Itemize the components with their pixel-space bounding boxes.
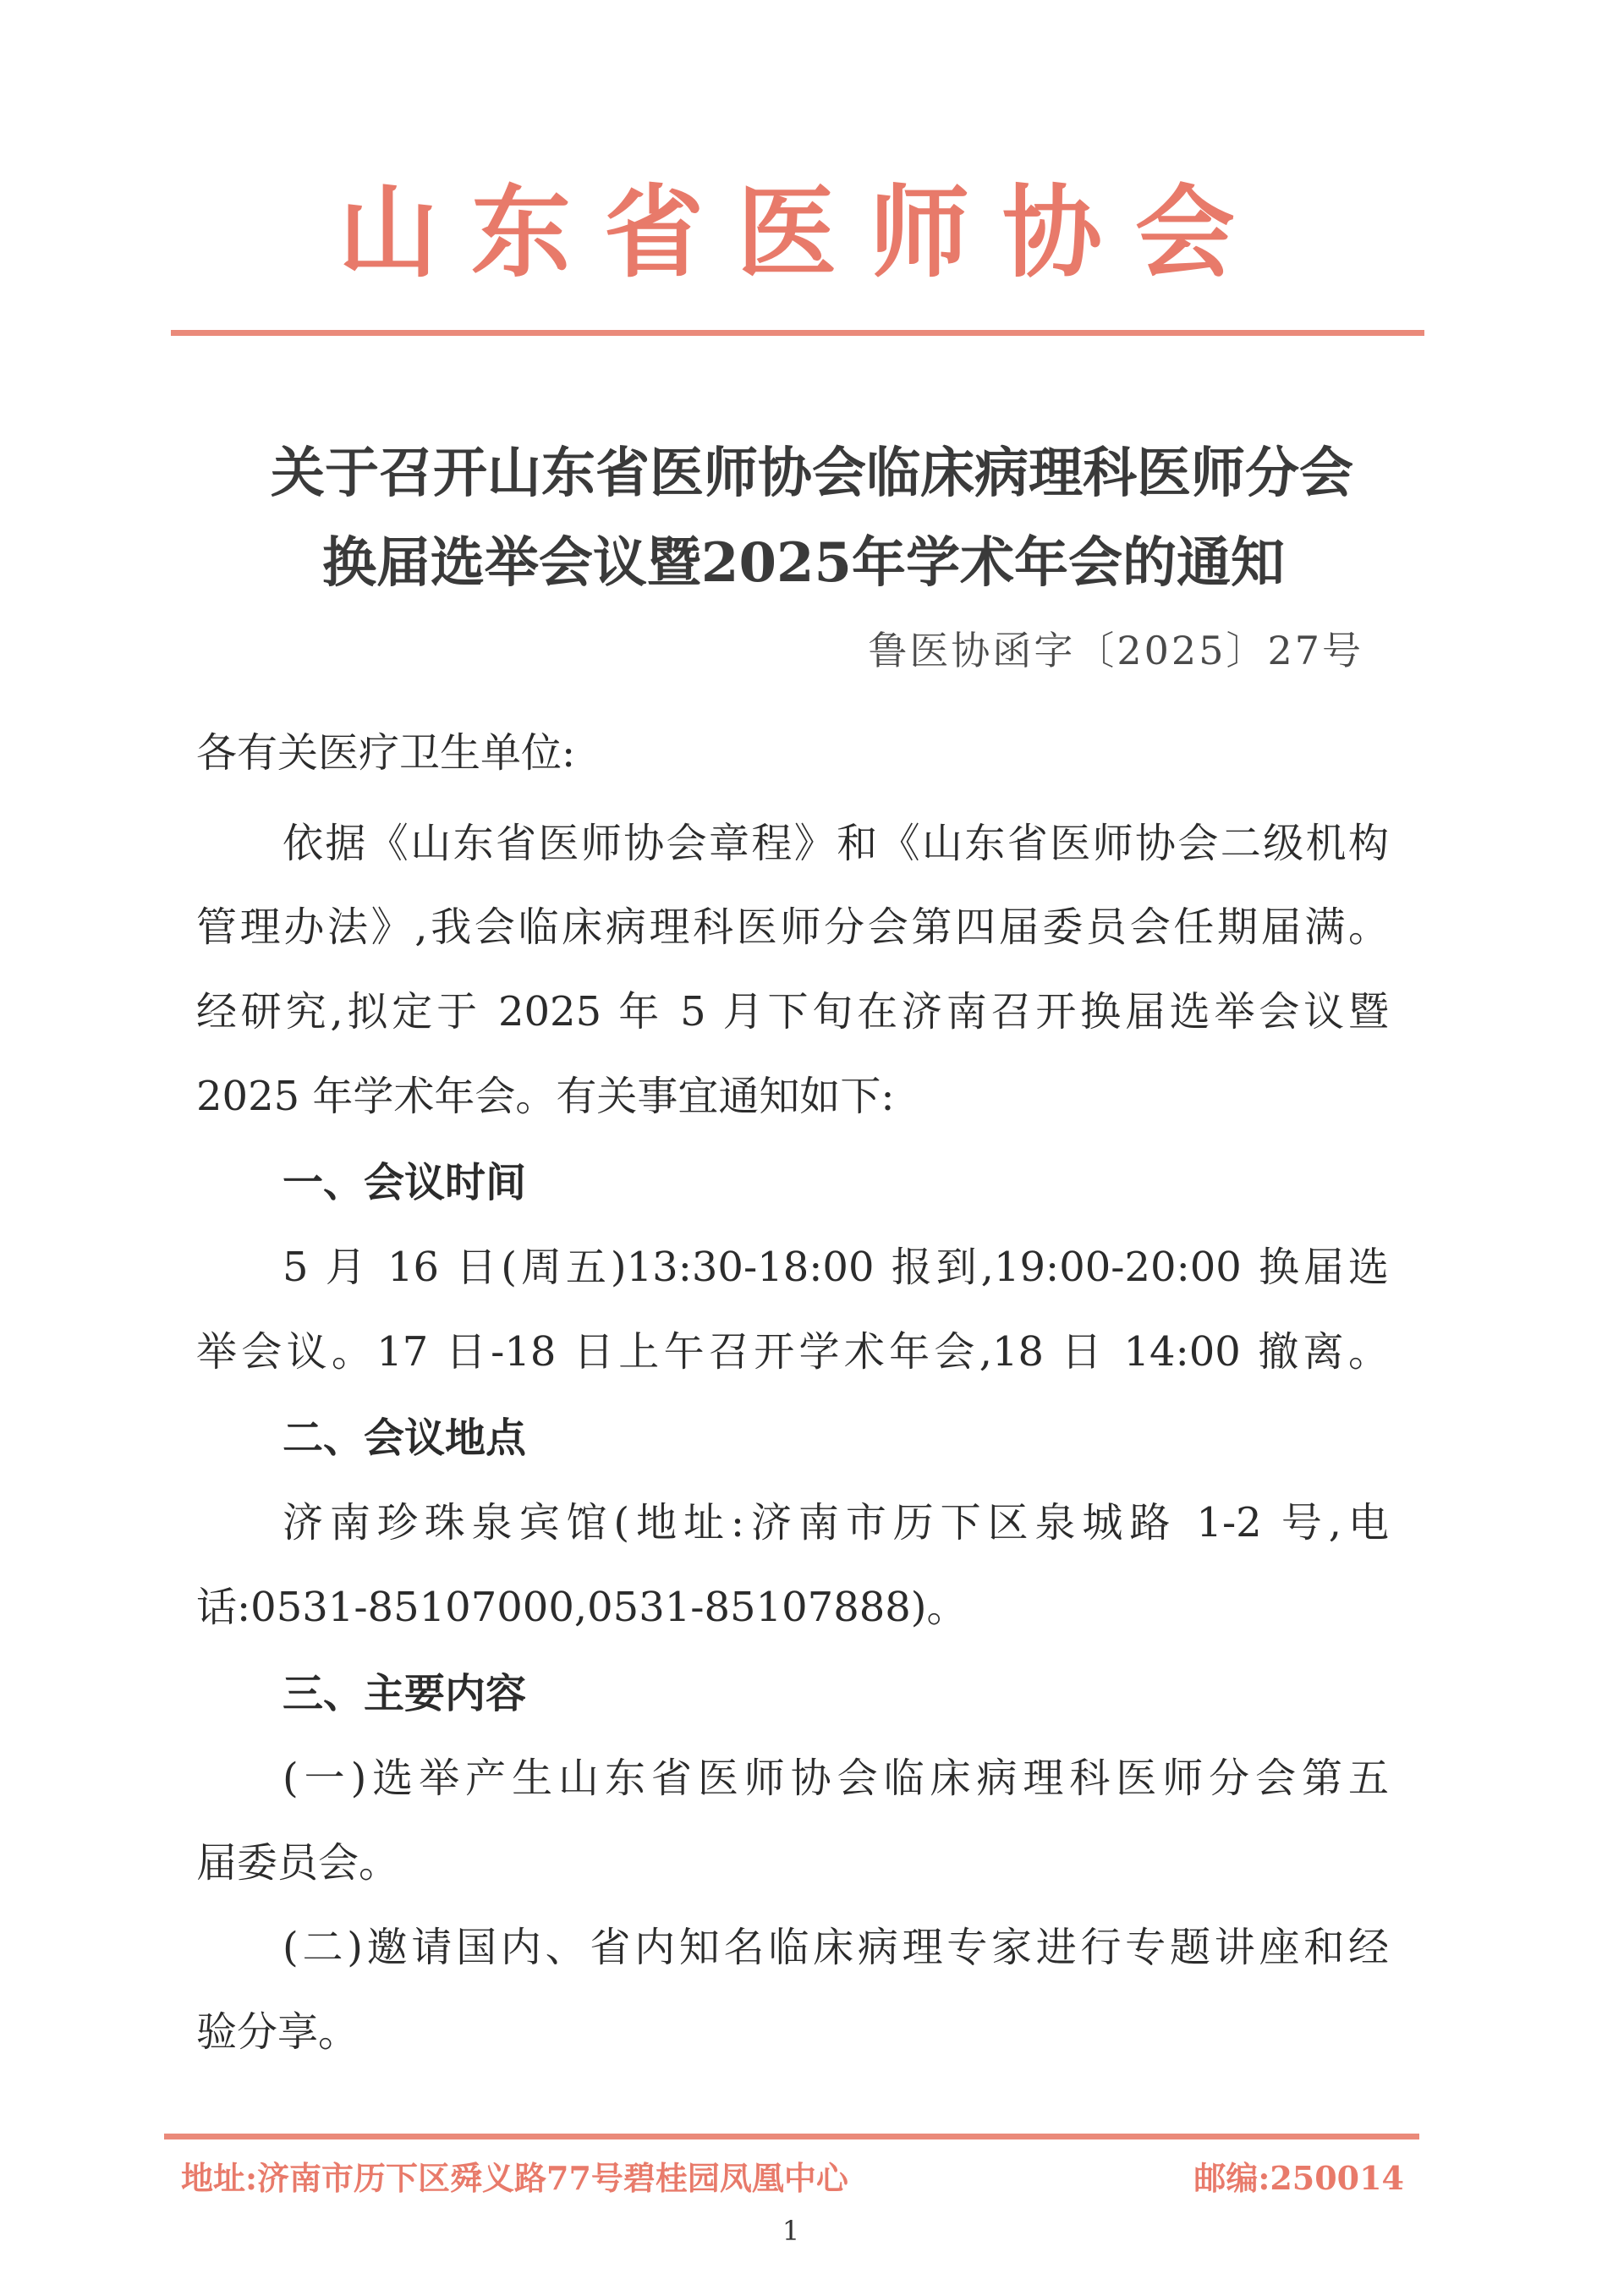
letterhead-char: 师 xyxy=(869,173,969,291)
paragraph-line: 话:0531-85107000,0531-85107888)。 xyxy=(196,1584,968,1631)
paragraph-line: 依据《山东省医师协会章程》和《山东省医师协会二级机构 xyxy=(283,820,1389,867)
section-heading-time: 一、会议时间 xyxy=(283,1159,527,1206)
section-heading-content: 三、主要内容 xyxy=(283,1670,527,1717)
paragraph-line: 经研究,拟定于 2025 年 5 月下旬在济南召开换届选举会议暨 xyxy=(196,988,1389,1035)
paragraph-line: (二)邀请国内、省内知名临床病理专家进行专题讲座和经 xyxy=(283,1924,1389,1971)
paragraph-line: 管理办法》,我会临床病理科医师分会第四届委员会任期届满。 xyxy=(196,904,1389,951)
section-heading-venue: 二、会议地点 xyxy=(283,1414,527,1462)
page-number: 1 xyxy=(782,2215,800,2247)
letterhead-char: 省 xyxy=(603,173,704,291)
document-number: 鲁医协函字〔2025〕27号 xyxy=(868,628,1363,673)
footer-address: 地址:济南市历下区舜义路77号碧桂园凤凰中心 xyxy=(181,2159,848,2197)
letterhead-char: 山 xyxy=(338,173,439,291)
paragraph-line: 2025 年学术年会。有关事宜通知如下: xyxy=(196,1073,895,1120)
paragraph-line: 举会议。17 日-18 日上午召开学术年会,18 日 14:00 撤离。 xyxy=(196,1328,1389,1376)
paragraph-line: 届委员会。 xyxy=(196,1839,400,1887)
letterhead-char: 会 xyxy=(1134,173,1235,291)
document-title-line-1: 关于召开山东省医师协会临床病理科医师分会 xyxy=(271,442,1353,505)
letterhead-char: 东 xyxy=(470,173,571,291)
paragraph-line: (一)选举产生山东省医师协会临床病理科医师分会第五 xyxy=(283,1755,1389,1802)
document-title-line-2: 换届选举会议暨2025年学术年会的通知 xyxy=(321,531,1286,595)
salutation: 各有关医疗卫生单位: xyxy=(196,729,576,777)
organization-letterhead xyxy=(338,169,1235,296)
letterhead-divider xyxy=(171,330,1424,336)
letterhead-char: 协 xyxy=(1001,173,1102,291)
footer-divider xyxy=(164,2134,1419,2139)
paragraph-line: 济南珍珠泉宾馆(地址:济南市历下区泉城路 1-2 号,电 xyxy=(283,1499,1389,1546)
paragraph-line: 5 月 16 日(周五)13:30-18:00 报到,19:00-20:00 换届选 xyxy=(283,1244,1389,1291)
paragraph-line: 验分享。 xyxy=(196,2008,359,2056)
letterhead-char: 医 xyxy=(736,173,837,291)
footer-postcode: 邮编:250014 xyxy=(1193,2159,1404,2197)
